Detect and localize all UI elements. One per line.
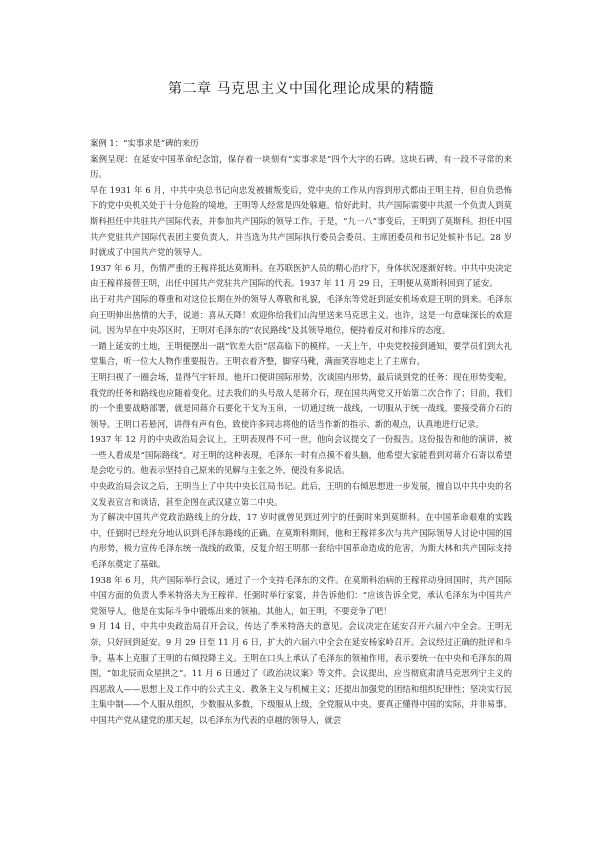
chapter-title: 第二章 马克思主义中国化理论成果的精髓 [168,81,434,97]
paragraph-changjiang-bureau: 中央政治局会议之后，王明当上了中共中央长江局书记。此后，王明的右倾思想进一步发展，擅自以中共中央的名义发表宣言和谈话，甚至企图在武汉建立第二中央。 [90,481,512,507]
paragraph-case-presentation: 案例呈现：在延安中国革命纪念馆，保存着一块刻有“实事求是”四个大字的石碑。这块石碑，有一段不寻常的来历。 [90,153,512,180]
paragraph-arrival: 一踏上延安的土地，王明便摆出一副“钦差大臣”居高临下的模样。一天上午，中央党校接到通知，要学员们到大礼堂集合，听一位大人物作重要报告。王明衣着齐整，脚穿马靴，满面笑容地走上了主席台。 [90,340,512,367]
document-body [90,136,512,729]
paragraph-ren-bishi: 为了解决中国共产党政治路线上的分歧，17 岁时就曾见到过列宁的任弼时来到莫斯科。在中国革命艰难的实践中，任弼时已经充分地认识到毛泽东路线的正确。在莫斯科期间，他和王稼祥多次与共产国际领导人讨论中国的国内形势，极力宣传毛泽东统一战线的政策，反复介绍王明那一套给中国革命造成的危害，为斯大林和共产国际支持毛泽东奠定了基础。 [90,512,512,570]
paragraph-report: 王明扫视了一圈会场，显得气宇轩昂。他开口便讲国际形势，次谈国内形势，最后谈到党的任务：现在形势变啦，我党的任务和路线也应随着变化。过去我们的头号敌人是蒋介石，现在国共两党又开始第二次合作了；目前，我们的一个重要战略部署，就是同蒋介石要化干戈为玉帛，一切通过统一战线，一切服从于统一战线，要接受蒋介石的领导。王明口若悬河，讲得有声有色，致使许多同志将他的话当作新的指示、新的观点，认真地进行记录。 [90,371,512,429]
paragraph-1937-june: 1937 年 6 月，伤情严重的王稼祥抵达莫斯科。在苏联医护人员的精心治疗下，身体状况逐渐好转。中共中央决定由王稼祥接替王明，出任中国共产党驻共产国际的代表。1937 年 11 月 29 日，王明便从莫斯科回到了延安。 [90,262,512,289]
paragraph-1931: 早在 1931 年 6 月，中共中央总书记向忠发被捕叛变后，党中央的工作从内容到形式都由王明主持，但自负恐怖下的党中央机关处于十分危险的境地，王明等人经常是四处躲避。恰好此时，共产国际需要中共派一个负责人到莫斯科担任中共驻共产国际代表，并参加共产国际的领导工作。于是，“九一八”事变后，王明到了莫斯科。担任中国共产党驻共产国际代表团主要负责人，并当选为共产国际执行委员会委员、主席团委员和书记处候补书记。28 岁时就成了中国共产党的领导人。 [90,184,512,258]
paragraph-1937-december: 1937 年 12 月的中央政治局会议上，王明表现得不可一世，他向会议提交了一份报告。这份报告和他的演讲，被一些人看成是“国际路线”。对王明的这种表现，毛泽东一时有点摸不着头脑，他希望大家能看到对蒋介石寄以希望是会吃亏的。他表示坚持自己原来的见解与主张之外，便没有多说话。 [90,434,512,476]
paragraph-plenary-session: 9 月 14 日，中共中央政治局召开会议，传达了季米特洛夫的意见。会议决定在延安召开六届六中全会。王明无奈，只好回到延安。9 月 29 日至 11 月 6 日，扩大的六届六中全会在延安杨家岭召开。会议经过正确的批评和斗争，基本上克服了王明的右倾投降主义。王明在口头上承认了毛泽东的领袖作用，表示要统一在中央和毛泽东的周围，“如北辰而众星拱之”。11 月 6 日通过了《政治决议案》等文件。会议提出，应当彻底肃清马克思列宁主义的四恶敌人——思想上及工作中的公式主义、教条主义与机械主义；还提出加强党的团结和组织纪律性；坚决实行民主集中制——个人服从组织，少数服从多数，下级服从上级，全党服从中央。要真正懂得中国的实际，并非易事。中国共产党从建党的那天起，以毛泽东为代表的卓越的领导人，就尝 [90,621,512,725]
paragraph-welcome: 出于对共产国际的尊重和对这位长期在外的领导人尊敬和礼貌，毛泽东等党赶到延安机场欢迎王明的到来。毛泽东向王明伸出热情的大手，说道：喜从天降！欢迎你给我们山沟里送来马克思主义。也许，这是一句意味深长的欢迎词。因为早在中央苏区时，王明对毛泽东的“农民路线”及其领导地位，便持着反对和排斥的态度。 [90,293,512,336]
paragraph-1938-june: 1938 年 6 月，共产国际举行会议，通过了一个支持毛泽东的文件。在莫斯科治病的王稼祥动身回国时，共产国际中国方面的负责人季米特洛夫为王稼祥、任弼时举行家宴，并告诉他们：“应该告诉全党，承认毛泽东为中国共产党领导人，他是在实际斗争中锻炼出来的领袖。其他人，如王明，不要竞争了吧！ [90,574,512,616]
case-heading: 案例 1：“实事求是”碑的来历 [90,138,199,148]
